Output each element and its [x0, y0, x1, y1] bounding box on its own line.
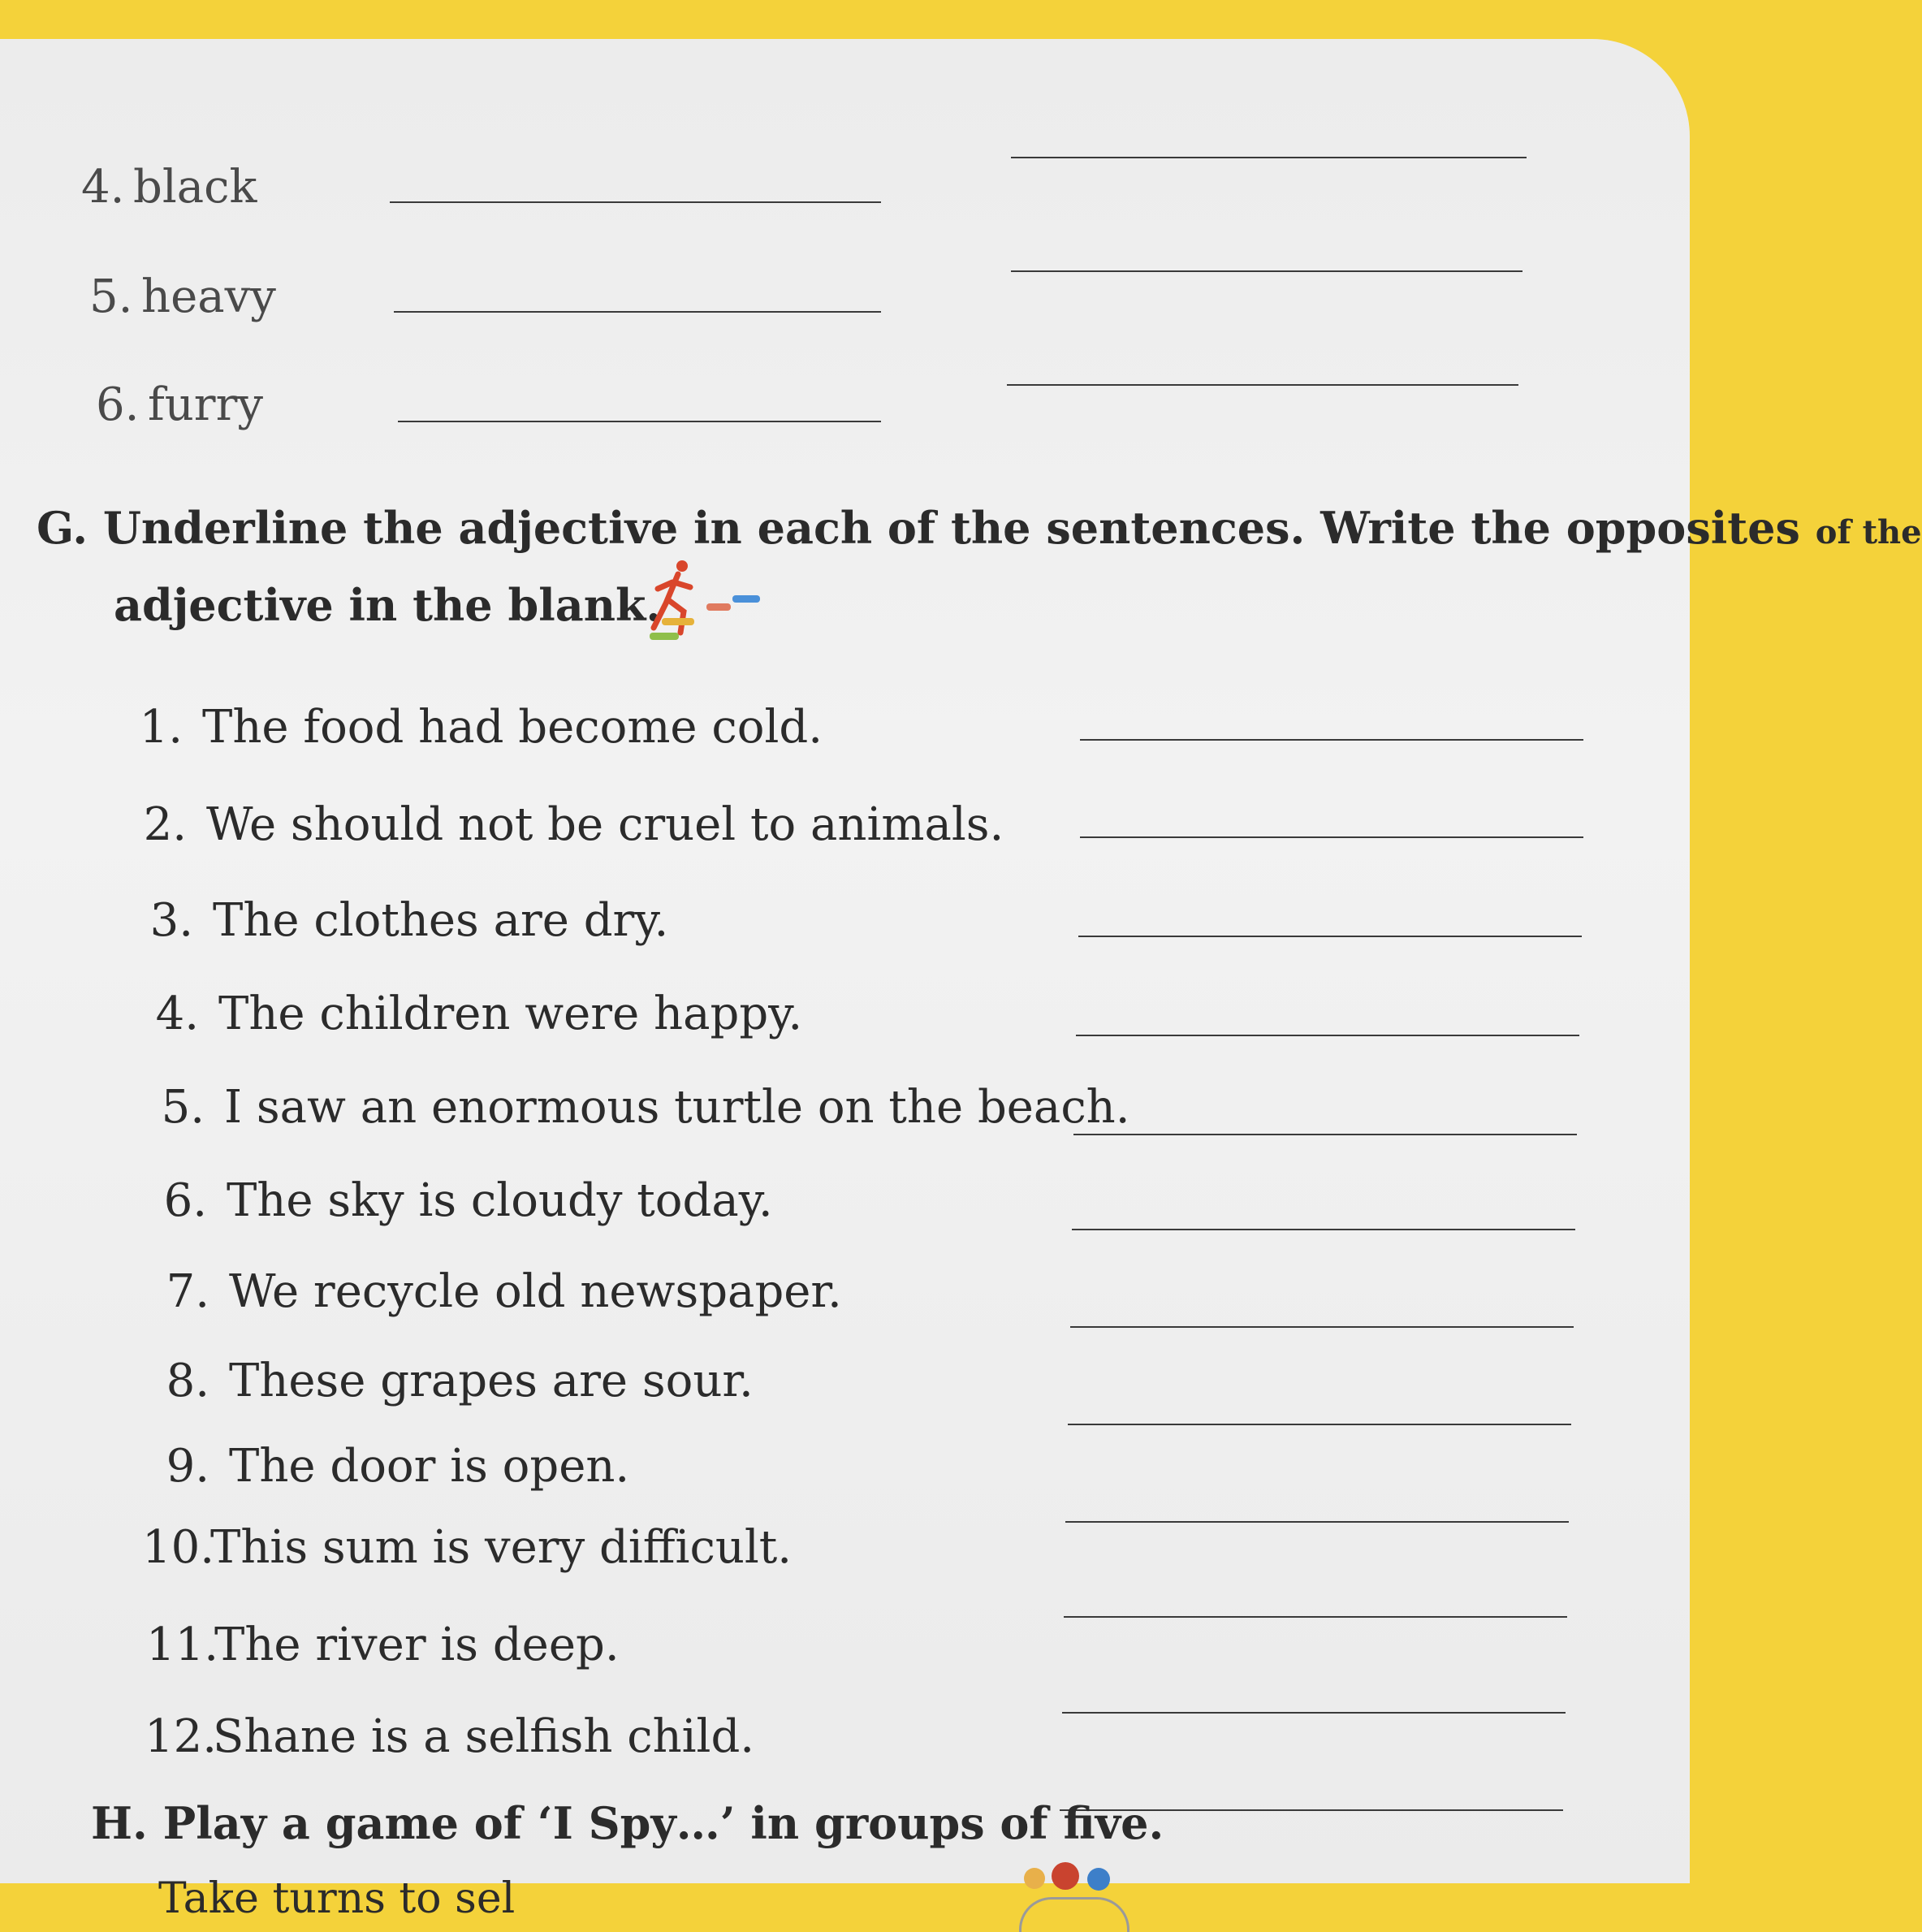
sentence-item [158, 1174, 773, 1227]
sentence-text[interactable]: The sky is cloudy today. [227, 1174, 773, 1227]
item-word: furry [148, 378, 263, 431]
section-g-heading [37, 502, 1922, 554]
sentence-number: 7. [166, 1265, 209, 1318]
sentence-item [145, 894, 668, 947]
item-number: 4. [81, 161, 125, 214]
sentence-number: 1. [139, 701, 183, 754]
sentence-text[interactable]: The river is deep. [214, 1619, 620, 1671]
sentence-item [146, 1619, 620, 1671]
worksheet-page [0, 39, 1922, 1923]
next-line-text: Take turns to sel [158, 1874, 516, 1923]
answer-blank[interactable] [1076, 1035, 1579, 1036]
section-h-instruction: Play a game of ‘I Spy…’ in groups of five. [162, 1797, 1164, 1849]
answer-blank[interactable] [1078, 936, 1582, 937]
answer-blank[interactable] [1073, 1134, 1577, 1135]
sentence-number: 2. [143, 798, 187, 851]
sentence-number: 11. [146, 1619, 219, 1671]
previous-item-4 [81, 161, 257, 214]
instruction-tail: of the [1815, 513, 1922, 551]
answer-blank[interactable] [1062, 1712, 1566, 1714]
sentence-number: 8. [166, 1355, 209, 1407]
answer-blank[interactable] [1011, 270, 1522, 272]
previous-item-5 [89, 270, 276, 323]
sentence-item [138, 798, 1004, 851]
sentence-number: 4. [155, 988, 199, 1040]
answer-blank[interactable] [1072, 1229, 1575, 1230]
answer-blank[interactable] [1080, 836, 1583, 838]
answer-blank[interactable] [394, 311, 881, 313]
sentence-text[interactable]: These grapes are sour. [229, 1355, 754, 1407]
sentence-text[interactable]: The door is open. [229, 1440, 630, 1493]
answer-blank[interactable] [1064, 1616, 1567, 1618]
sentence-text[interactable]: The food had become cold. [202, 701, 823, 754]
answer-blank[interactable] [1065, 1521, 1569, 1523]
sentence-item [161, 1265, 842, 1318]
answer-blank[interactable] [1007, 384, 1518, 386]
section-letter: H. [91, 1797, 148, 1849]
sentence-item [150, 988, 802, 1040]
sentence-number: 5. [161, 1081, 205, 1134]
answer-blank[interactable] [1068, 1424, 1571, 1425]
sentence-text[interactable]: This sum is very difficult. [210, 1521, 793, 1574]
item-word: heavy [141, 270, 276, 323]
item-number: 6. [96, 378, 140, 431]
previous-item-6 [96, 378, 263, 431]
sentence-item [161, 1355, 754, 1407]
section-h-heading [91, 1797, 1164, 1849]
sentence-number: 10. [142, 1521, 215, 1574]
sentence-text[interactable]: I saw an enormous turtle on the beach. [224, 1081, 1130, 1134]
answer-blank[interactable] [1080, 739, 1583, 741]
instruction-line-1: Underline the adjective in each of the sentences. Write the opposites [102, 502, 1800, 554]
answer-blank[interactable] [1011, 157, 1527, 158]
sentence-text[interactable]: The clothes are dry. [213, 894, 669, 947]
sentence-text[interactable]: We recycle old newspaper. [229, 1265, 842, 1318]
sentence-text[interactable]: The children were happy. [218, 988, 803, 1040]
sentence-item [142, 1521, 792, 1574]
section-h-next-line [158, 1874, 515, 1923]
sentence-text[interactable]: We should not be cruel to animals. [206, 798, 1004, 851]
sentence-item [134, 701, 823, 754]
section-g-heading-line-2 [114, 579, 661, 631]
sentence-item [156, 1081, 1130, 1134]
sentence-text[interactable]: Shane is a selfish child. [213, 1710, 755, 1763]
sentence-item [145, 1710, 754, 1763]
item-word: black [133, 161, 257, 214]
answer-blank[interactable] [1070, 1326, 1574, 1328]
running-figure-icon [633, 555, 771, 644]
group-of-people-icon [1019, 1858, 1133, 1922]
sentence-item [161, 1440, 629, 1493]
sentence-number: 3. [149, 894, 193, 947]
sentence-number: 6. [163, 1174, 207, 1227]
instruction-line-2: adjective in the blank. [114, 579, 662, 631]
sentence-number: 12. [145, 1710, 218, 1763]
sentence-number: 9. [166, 1440, 209, 1493]
answer-blank[interactable] [398, 421, 881, 422]
item-number: 5. [89, 270, 133, 323]
section-letter: G. [37, 502, 88, 554]
answer-blank[interactable] [390, 201, 881, 203]
